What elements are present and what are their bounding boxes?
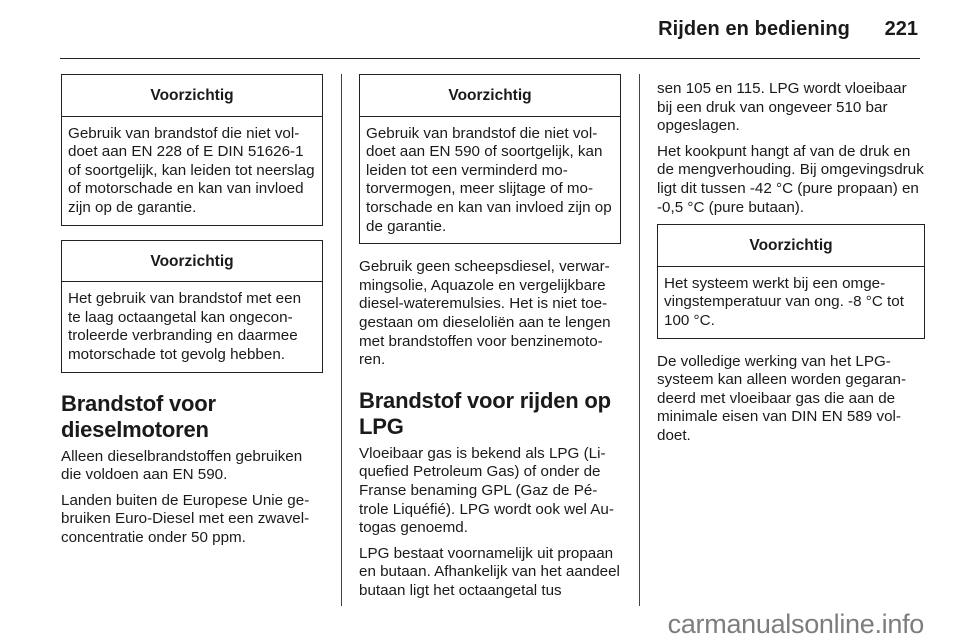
watermark: carmanualsonline.info bbox=[667, 609, 924, 639]
paragraph: Gebruik geen scheepsdiesel, verwarmingsolie, Aquazole en vergelijkbare diesel-wateremulsies. Het is niet toegestaan om dieseloliën aan te lengen met brandstoffen voor benzinemotoren. bbox=[359, 258, 611, 369]
column-divider bbox=[639, 74, 640, 606]
column-1 bbox=[61, 74, 323, 555]
caution-title: Voorzichtig bbox=[62, 241, 322, 283]
paragraph: Vloeibaar gas is bekend als LPG (Liquefied Petroleum Gas) of onder de Franse benaming GPL (Gaz de Pétrole Liquéfié). LPG wordt ook wel Autogas genoemd. bbox=[359, 444, 614, 537]
paragraph: Het kookpunt hangt af van de druk en de mengverhouding. Bij omgevingsdruk ligt dit tussen -42 °C (pure propaan) en -0,5 °C (pure butaan). bbox=[657, 142, 924, 216]
caution-box bbox=[61, 74, 323, 226]
caution-box bbox=[61, 240, 323, 373]
header-rule bbox=[60, 58, 920, 59]
caution-text: Gebruik van brandstof die niet voldoet aan EN 590 of soortgelijk, kan leiden tot een verminderd motorvermogen, meer slijtage of motorschade en kan van invloed zijn op de garantie. bbox=[366, 124, 612, 235]
caution-text: Gebruik van brandstof die niet voldoet aan EN 228 of E DIN 51626-1 of soortgelijk, kan leiden tot neerslag of motorschade en kan van invloed zijn op de garantie. bbox=[68, 124, 315, 216]
paragraph: Landen buiten de Europese Unie gebruiken Euro-Diesel met een zwavelconcentratie onder 50 ppm. bbox=[61, 491, 310, 546]
caution-title: Voorzichtig bbox=[658, 225, 924, 267]
section-heading-lpg: Brandstof voor rijden op LPG bbox=[359, 387, 611, 439]
paragraph: Alleen dieselbrandstoffen gebruiken die voldoen aan EN 590. bbox=[61, 447, 303, 484]
caution-title: Voorzichtig bbox=[62, 75, 322, 117]
paragraph: De volledige werking van het LPG-systeem kan alleen worden gegarandeerd met vloeibaar gas die aan de minimale eisen van DIN EN 589 voldoet. bbox=[657, 352, 907, 444]
column-3 bbox=[657, 80, 925, 453]
caution-box bbox=[657, 224, 925, 338]
caution-text: Het systeem werkt bij een omgevingstemperatuur van ong. -8 °C tot 100 °C. bbox=[664, 274, 904, 329]
section-heading-diesel: Brandstof voor dieselmotoren bbox=[61, 390, 216, 442]
caution-title: Voorzichtig bbox=[360, 75, 620, 117]
caution-text: Het gebruik van brandstof met een te laag octaangetal kan ongecontroleerde verbranding en daarmee motorschade tot gevolg hebben. bbox=[68, 290, 302, 363]
page-number: 221 bbox=[884, 18, 918, 40]
paragraph: sen 105 en 115. LPG wordt vloeibaar bij een druk van ongeveer 510 bar opgeslagen. bbox=[657, 80, 907, 135]
caution-box bbox=[359, 74, 621, 244]
header-title: Rijden en bediening bbox=[658, 18, 850, 40]
column-divider bbox=[341, 74, 342, 606]
paragraph: LPG bestaat voornamelijk uit propaan en butaan. Afhankelijk van het aandeel butaan ligt het octaangetal tus bbox=[359, 544, 620, 599]
column-2 bbox=[359, 74, 621, 607]
